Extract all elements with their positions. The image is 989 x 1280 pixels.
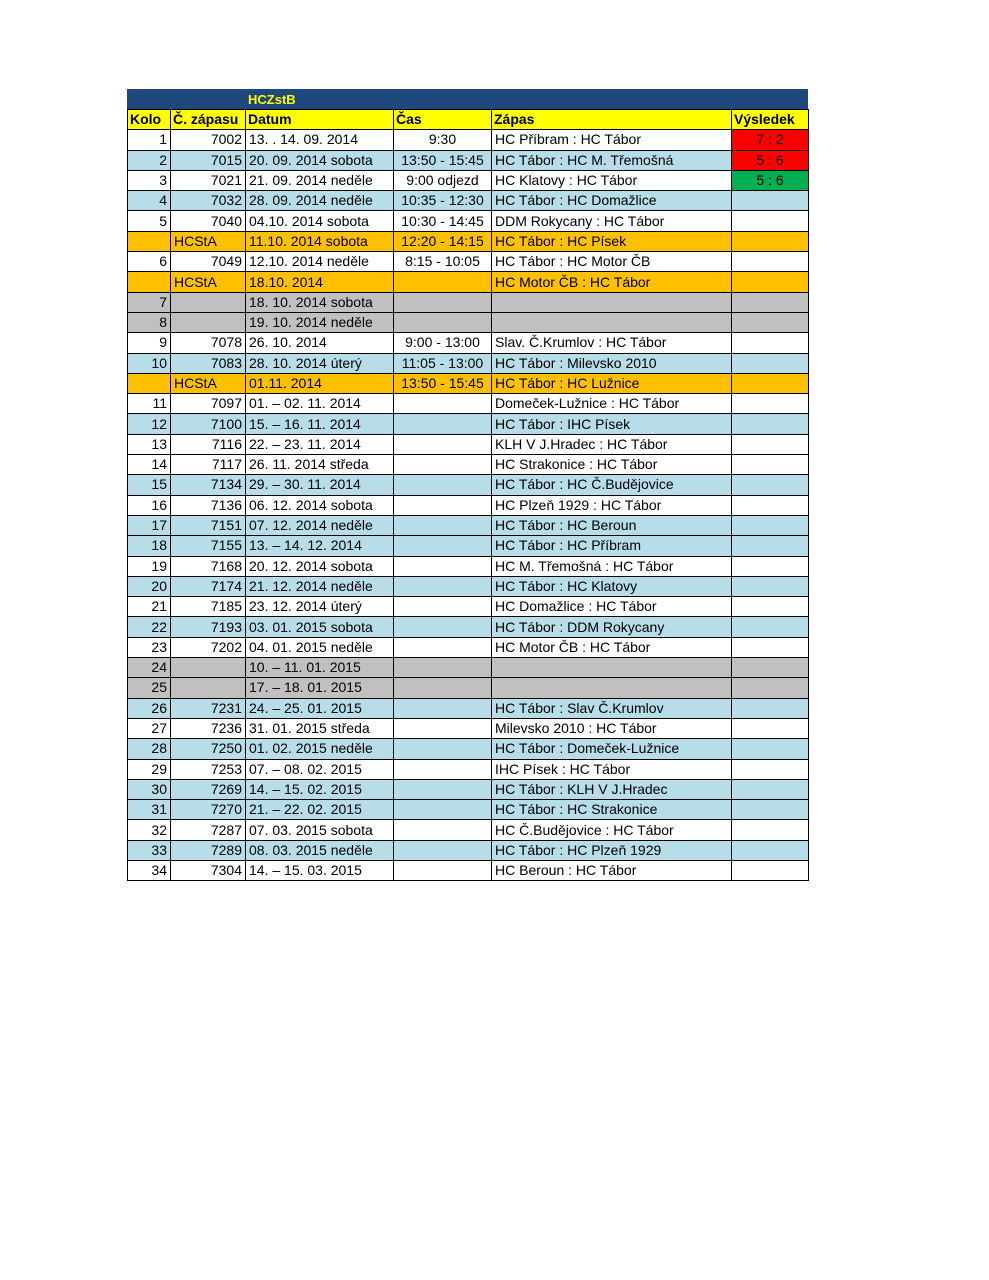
cell-cas xyxy=(394,779,492,799)
cell-cas xyxy=(394,698,492,718)
cell-vysledek: 7 : 2 xyxy=(732,130,809,150)
cell-datum: 13. . 14. 09. 2014 xyxy=(246,130,394,150)
table-row xyxy=(128,597,809,617)
table-row xyxy=(128,820,809,840)
cell-vysledek xyxy=(732,434,809,454)
cell-zapas: HC Tábor : IHC Písek xyxy=(492,414,732,434)
title-band xyxy=(127,89,808,109)
cell-zapas-no xyxy=(171,658,246,678)
cell-kolo xyxy=(128,231,171,251)
header-cas: Čas xyxy=(394,110,492,130)
cell-kolo: 23 xyxy=(128,637,171,657)
cell-zapas: HC Tábor : Slav Č.Krumlov xyxy=(492,698,732,718)
table-row xyxy=(128,759,809,779)
cell-zapas-no xyxy=(171,292,246,312)
cell-zapas-no: 7097 xyxy=(171,394,246,414)
cell-kolo xyxy=(128,373,171,393)
header-vysledek: Výsledek xyxy=(732,110,809,130)
cell-kolo: 13 xyxy=(128,434,171,454)
cell-zapas: HC Beroun : HC Tábor xyxy=(492,860,732,880)
cell-zapas: HC Tábor : Domeček-Lužnice xyxy=(492,739,732,759)
cell-cas xyxy=(394,475,492,495)
cell-kolo: 29 xyxy=(128,759,171,779)
table-row xyxy=(128,739,809,759)
cell-vysledek xyxy=(732,739,809,759)
table-row xyxy=(128,637,809,657)
cell-zapas-no: HCStA xyxy=(171,373,246,393)
cell-datum: 04. 01. 2015 neděle xyxy=(246,637,394,657)
cell-zapas: Milevsko 2010 : HC Tábor xyxy=(492,718,732,738)
cell-vysledek xyxy=(732,658,809,678)
cell-vysledek xyxy=(732,617,809,637)
cell-kolo: 1 xyxy=(128,130,171,150)
cell-datum: 21. – 22. 02. 2015 xyxy=(246,800,394,820)
cell-cas: 12:20 - 14:15 xyxy=(394,231,492,251)
cell-kolo: 26 xyxy=(128,698,171,718)
cell-zapas-no: HCStA xyxy=(171,272,246,292)
cell-zapas-no: 7078 xyxy=(171,333,246,353)
cell-kolo: 5 xyxy=(128,211,171,231)
cell-datum: 23. 12. 2014 úterý xyxy=(246,597,394,617)
cell-kolo: 17 xyxy=(128,515,171,535)
cell-datum: 28. 10. 2014 úterý xyxy=(246,353,394,373)
cell-kolo: 27 xyxy=(128,718,171,738)
cell-cas xyxy=(394,394,492,414)
cell-kolo: 16 xyxy=(128,495,171,515)
cell-zapas: HC Tábor : HC Klatovy xyxy=(492,576,732,596)
cell-zapas-no: 7231 xyxy=(171,698,246,718)
cell-cas: 9:30 xyxy=(394,130,492,150)
cell-kolo xyxy=(128,272,171,292)
cell-zapas xyxy=(492,658,732,678)
cell-zapas-no xyxy=(171,678,246,698)
cell-datum: 01.11. 2014 xyxy=(246,373,394,393)
cell-zapas-no: 7250 xyxy=(171,739,246,759)
cell-kolo: 33 xyxy=(128,840,171,860)
cell-kolo: 12 xyxy=(128,414,171,434)
table-row xyxy=(128,455,809,475)
cell-zapas: Domeček-Lužnice : HC Tábor xyxy=(492,394,732,414)
cell-zapas: HC Klatovy : HC Tábor xyxy=(492,170,732,190)
cell-datum: 11.10. 2014 sobota xyxy=(246,231,394,251)
schedule-sheet xyxy=(127,89,808,881)
cell-cas xyxy=(394,414,492,434)
table-row xyxy=(128,536,809,556)
cell-zapas-no: 7136 xyxy=(171,495,246,515)
cell-datum: 07. 12. 2014 neděle xyxy=(246,515,394,535)
cell-cas xyxy=(394,860,492,880)
cell-vysledek: 5 : 6 xyxy=(732,150,809,170)
table-row xyxy=(128,252,809,272)
cell-datum: 21. 12. 2014 neděle xyxy=(246,576,394,596)
cell-datum: 08. 03. 2015 neděle xyxy=(246,840,394,860)
cell-kolo: 4 xyxy=(128,191,171,211)
cell-vysledek xyxy=(732,556,809,576)
cell-zapas xyxy=(492,312,732,332)
cell-zapas-no: 7100 xyxy=(171,414,246,434)
cell-zapas: KLH V J.Hradec : HC Tábor xyxy=(492,434,732,454)
cell-vysledek xyxy=(732,759,809,779)
table-row xyxy=(128,495,809,515)
cell-kolo: 3 xyxy=(128,170,171,190)
cell-zapas: HC Tábor : HC Plzeň 1929 xyxy=(492,840,732,860)
cell-cas xyxy=(394,800,492,820)
cell-kolo: 6 xyxy=(128,252,171,272)
cell-kolo: 31 xyxy=(128,800,171,820)
table-row xyxy=(128,800,809,820)
table-row xyxy=(128,718,809,738)
cell-kolo: 28 xyxy=(128,739,171,759)
cell-zapas: HC Motor ČB : HC Tábor xyxy=(492,637,732,657)
cell-datum: 31. 01. 2015 středa xyxy=(246,718,394,738)
cell-zapas-no: 7202 xyxy=(171,637,246,657)
cell-zapas-no: 7083 xyxy=(171,353,246,373)
cell-zapas: HC Tábor : HC Beroun xyxy=(492,515,732,535)
cell-kolo: 25 xyxy=(128,678,171,698)
cell-zapas: HC Tábor : HC Lužnice xyxy=(492,373,732,393)
cell-kolo: 21 xyxy=(128,597,171,617)
cell-cas: 10:30 - 14:45 xyxy=(394,211,492,231)
cell-cas xyxy=(394,739,492,759)
cell-cas xyxy=(394,495,492,515)
cell-cas xyxy=(394,597,492,617)
cell-datum: 28. 09. 2014 neděle xyxy=(246,191,394,211)
table-row xyxy=(128,556,809,576)
cell-vysledek xyxy=(732,698,809,718)
cell-datum: 07. – 08. 02. 2015 xyxy=(246,759,394,779)
cell-datum: 01. – 02. 11. 2014 xyxy=(246,394,394,414)
cell-datum: 12.10. 2014 neděle xyxy=(246,252,394,272)
cell-cas xyxy=(394,576,492,596)
cell-zapas: HC Tábor : HC Strakonice xyxy=(492,800,732,820)
cell-zapas: HC Tábor : HC M. Třemošná xyxy=(492,150,732,170)
cell-zapas-no: 7049 xyxy=(171,252,246,272)
header-kolo: Kolo xyxy=(128,110,171,130)
cell-vysledek xyxy=(732,333,809,353)
cell-zapas-no: 7174 xyxy=(171,576,246,596)
cell-vysledek xyxy=(732,637,809,657)
cell-zapas-no: 7289 xyxy=(171,840,246,860)
cell-vysledek xyxy=(732,495,809,515)
cell-zapas: HC Č.Budějovice : HC Tábor xyxy=(492,820,732,840)
cell-datum: 07. 03. 2015 sobota xyxy=(246,820,394,840)
cell-kolo: 2 xyxy=(128,150,171,170)
cell-datum: 19. 10. 2014 neděle xyxy=(246,312,394,332)
table-row xyxy=(128,312,809,332)
table-row xyxy=(128,617,809,637)
cell-kolo: 20 xyxy=(128,576,171,596)
cell-vysledek xyxy=(732,475,809,495)
table-row xyxy=(128,211,809,231)
cell-zapas: Slav. Č.Krumlov : HC Tábor xyxy=(492,333,732,353)
cell-vysledek xyxy=(732,840,809,860)
cell-vysledek xyxy=(732,779,809,799)
cell-datum: 04.10. 2014 sobota xyxy=(246,211,394,231)
cell-kolo: 14 xyxy=(128,455,171,475)
cell-datum: 29. – 30. 11. 2014 xyxy=(246,475,394,495)
cell-datum: 01. 02. 2015 neděle xyxy=(246,739,394,759)
cell-cas xyxy=(394,617,492,637)
cell-kolo: 19 xyxy=(128,556,171,576)
cell-datum: 26. 11. 2014 středa xyxy=(246,455,394,475)
table-row xyxy=(128,373,809,393)
cell-cas xyxy=(394,272,492,292)
cell-zapas-no: 7304 xyxy=(171,860,246,880)
table-row xyxy=(128,150,809,170)
cell-cas xyxy=(394,718,492,738)
schedule-table xyxy=(127,109,809,881)
cell-zapas-no: 7287 xyxy=(171,820,246,840)
cell-datum: 20. 09. 2014 sobota xyxy=(246,150,394,170)
cell-kolo: 10 xyxy=(128,353,171,373)
header-row xyxy=(128,110,809,130)
cell-vysledek xyxy=(732,455,809,475)
cell-vysledek xyxy=(732,394,809,414)
cell-vysledek xyxy=(732,536,809,556)
cell-vysledek xyxy=(732,272,809,292)
cell-vysledek xyxy=(732,312,809,332)
cell-zapas: DDM Rokycany : HC Tábor xyxy=(492,211,732,231)
cell-vysledek xyxy=(732,800,809,820)
cell-zapas-no: 7021 xyxy=(171,170,246,190)
cell-cas xyxy=(394,820,492,840)
cell-zapas: HC Motor ČB : HC Tábor xyxy=(492,272,732,292)
cell-kolo: 24 xyxy=(128,658,171,678)
cell-zapas: HC Tábor : HC Písek xyxy=(492,231,732,251)
cell-cas: 10:35 - 12:30 xyxy=(394,191,492,211)
table-row xyxy=(128,678,809,698)
table-row xyxy=(128,130,809,150)
cell-cas xyxy=(394,515,492,535)
cell-vysledek: 5 : 6 xyxy=(732,170,809,190)
cell-datum: 03. 01. 2015 sobota xyxy=(246,617,394,637)
cell-kolo: 8 xyxy=(128,312,171,332)
cell-cas xyxy=(394,292,492,312)
cell-cas: 13:50 - 15:45 xyxy=(394,150,492,170)
table-row xyxy=(128,698,809,718)
cell-datum: 24. – 25. 01. 2015 xyxy=(246,698,394,718)
cell-kolo: 7 xyxy=(128,292,171,312)
cell-kolo: 32 xyxy=(128,820,171,840)
cell-zapas-no: 7015 xyxy=(171,150,246,170)
table-row xyxy=(128,353,809,373)
cell-datum: 26. 10. 2014 xyxy=(246,333,394,353)
cell-vysledek xyxy=(732,231,809,251)
cell-kolo: 15 xyxy=(128,475,171,495)
cell-zapas: HC Tábor : HC Motor ČB xyxy=(492,252,732,272)
cell-zapas-no: 7185 xyxy=(171,597,246,617)
cell-zapas: IHC Písek : HC Tábor xyxy=(492,759,732,779)
header-zapas: Zápas xyxy=(492,110,732,130)
cell-zapas: HC Příbram : HC Tábor xyxy=(492,130,732,150)
cell-zapas-no: 7117 xyxy=(171,455,246,475)
table-row xyxy=(128,333,809,353)
cell-zapas-no: 7236 xyxy=(171,718,246,738)
cell-zapas: HC Tábor : HC Č.Budějovice xyxy=(492,475,732,495)
cell-cas: 13:50 - 15:45 xyxy=(394,373,492,393)
cell-zapas-no: 7002 xyxy=(171,130,246,150)
cell-zapas: HC Strakonice : HC Tábor xyxy=(492,455,732,475)
cell-zapas-no: 7270 xyxy=(171,800,246,820)
table-row xyxy=(128,840,809,860)
table-row xyxy=(128,434,809,454)
cell-vysledek xyxy=(732,860,809,880)
cell-vysledek xyxy=(732,373,809,393)
cell-zapas-no: 7032 xyxy=(171,191,246,211)
table-row xyxy=(128,475,809,495)
cell-cas xyxy=(394,455,492,475)
cell-datum: 15. – 16. 11. 2014 xyxy=(246,414,394,434)
cell-vysledek xyxy=(732,211,809,231)
cell-datum: 10. – 11. 01. 2015 xyxy=(246,658,394,678)
cell-cas xyxy=(394,556,492,576)
cell-zapas: HC M. Třemošná : HC Tábor xyxy=(492,556,732,576)
cell-cas xyxy=(394,678,492,698)
cell-datum: 18. 10. 2014 sobota xyxy=(246,292,394,312)
cell-datum: 06. 12. 2014 sobota xyxy=(246,495,394,515)
table-row xyxy=(128,658,809,678)
cell-datum: 13. – 14. 12. 2014 xyxy=(246,536,394,556)
cell-vysledek xyxy=(732,414,809,434)
cell-kolo: 34 xyxy=(128,860,171,880)
table-row xyxy=(128,231,809,251)
cell-zapas-no: 7155 xyxy=(171,536,246,556)
cell-zapas-no: 7193 xyxy=(171,617,246,637)
cell-cas: 9:00 odjezd xyxy=(394,170,492,190)
cell-zapas-no: 7253 xyxy=(171,759,246,779)
cell-zapas: HC Tábor : KLH V J.Hradec xyxy=(492,779,732,799)
cell-zapas: HC Tábor : HC Příbram xyxy=(492,536,732,556)
table-row xyxy=(128,272,809,292)
cell-vysledek xyxy=(732,718,809,738)
cell-vysledek xyxy=(732,252,809,272)
cell-datum: 14. – 15. 03. 2015 xyxy=(246,860,394,880)
cell-zapas-no: 7134 xyxy=(171,475,246,495)
cell-cas xyxy=(394,759,492,779)
table-row xyxy=(128,414,809,434)
cell-datum: 18.10. 2014 xyxy=(246,272,394,292)
table-row xyxy=(128,170,809,190)
cell-zapas-no xyxy=(171,312,246,332)
cell-datum: 17. – 18. 01. 2015 xyxy=(246,678,394,698)
cell-zapas xyxy=(492,678,732,698)
cell-cas xyxy=(394,312,492,332)
cell-zapas: HC Tábor : HC Domažlice xyxy=(492,191,732,211)
cell-datum: 14. – 15. 02. 2015 xyxy=(246,779,394,799)
cell-vysledek xyxy=(732,678,809,698)
cell-vysledek xyxy=(732,292,809,312)
table-row xyxy=(128,394,809,414)
sheet-title: HCZstB xyxy=(248,92,296,107)
cell-vysledek xyxy=(732,191,809,211)
cell-cas xyxy=(394,658,492,678)
cell-datum: 22. – 23. 11. 2014 xyxy=(246,434,394,454)
table-row xyxy=(128,292,809,312)
cell-zapas-no: 7116 xyxy=(171,434,246,454)
table-row xyxy=(128,576,809,596)
cell-datum: 20. 12. 2014 sobota xyxy=(246,556,394,576)
header-datum: Datum xyxy=(246,110,394,130)
cell-zapas: HC Tábor : Milevsko 2010 xyxy=(492,353,732,373)
table-row xyxy=(128,860,809,880)
cell-zapas: HC Tábor : DDM Rokycany xyxy=(492,617,732,637)
cell-zapas-no: 7040 xyxy=(171,211,246,231)
cell-kolo: 18 xyxy=(128,536,171,556)
cell-cas: 8:15 - 10:05 xyxy=(394,252,492,272)
schedule-body xyxy=(128,130,809,881)
cell-zapas: HC Domažlice : HC Tábor xyxy=(492,597,732,617)
cell-vysledek xyxy=(732,353,809,373)
cell-cas xyxy=(394,637,492,657)
table-row xyxy=(128,779,809,799)
cell-cas xyxy=(394,536,492,556)
cell-zapas-no: 7168 xyxy=(171,556,246,576)
cell-kolo: 22 xyxy=(128,617,171,637)
cell-cas: 9:00 - 13:00 xyxy=(394,333,492,353)
table-row xyxy=(128,191,809,211)
cell-zapas-no: HCStA xyxy=(171,231,246,251)
cell-zapas-no: 7269 xyxy=(171,779,246,799)
cell-cas xyxy=(394,434,492,454)
cell-vysledek xyxy=(732,576,809,596)
cell-kolo: 30 xyxy=(128,779,171,799)
cell-zapas: HC Plzeň 1929 : HC Tábor xyxy=(492,495,732,515)
cell-cas: 11:05 - 13:00 xyxy=(394,353,492,373)
table-row xyxy=(128,515,809,535)
cell-vysledek xyxy=(732,820,809,840)
cell-kolo: 11 xyxy=(128,394,171,414)
cell-zapas-no: 7151 xyxy=(171,515,246,535)
cell-datum: 21. 09. 2014 neděle xyxy=(246,170,394,190)
cell-cas xyxy=(394,840,492,860)
cell-vysledek xyxy=(732,515,809,535)
header-zapas-no: Č. zápasu xyxy=(171,110,246,130)
cell-zapas xyxy=(492,292,732,312)
cell-vysledek xyxy=(732,597,809,617)
cell-kolo: 9 xyxy=(128,333,171,353)
